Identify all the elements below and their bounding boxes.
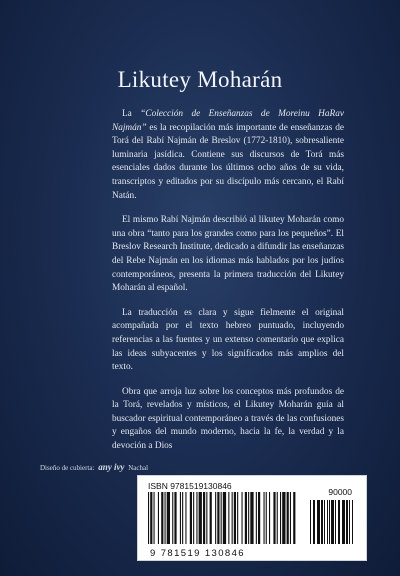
cover-design-credit bbox=[40, 462, 148, 472]
back-cover-description bbox=[112, 108, 344, 465]
credit-label: Diseño de cubierta: bbox=[40, 464, 95, 472]
paragraph-2: El mismo Rabí Najmán describió al likutey Moharán como una obra “tanto para los grandes como para los pequeños”. El Breslov Research Institute, dedicado a difundir las enseñanzas del Rebe Najmán en los idiomas más hablados por los judíos contemporáneos, presenta la primera traducción del Likutey Moharán al español. bbox=[112, 215, 344, 294]
price-code: 90000 bbox=[328, 487, 352, 497]
isbn-barcode-box bbox=[137, 475, 367, 561]
isbn-label: ISBN 9781519130846 bbox=[148, 481, 232, 491]
paragraph-1-text: es la recopilación más importante de enseñanzas de Torá del Rabí Najmán de Breslov (1772-1810), sobresaliente luminaria jasídica. Contiene sus discursos de Torá más esenciales dados durante los últimos ocho años de su vida, transcriptos y editados por su discípulo más cercano, el Rabí Natán. bbox=[112, 122, 344, 201]
designer-signature: any ivy bbox=[98, 462, 125, 472]
paragraph-1-prefix: La bbox=[122, 109, 141, 119]
designer-name: Nachal bbox=[128, 464, 149, 472]
book-title: Likutey Moharán bbox=[117, 67, 283, 92]
isbn-digits: 9 781519 130846 bbox=[150, 548, 245, 559]
barcode-bars bbox=[148, 492, 358, 548]
collection-title-italic: “Colección de Enseñanzas de Moreinu HaRav Najmán” bbox=[112, 109, 344, 133]
paragraph-3: La traducción es clara y sigue fielmente el original acompañada por el texto hebreo puntuado, incluyendo referencias a las fuentes y un extenso comentario que explica las ideas subyacentes y los significados más amplios del texto. bbox=[112, 307, 344, 373]
paragraph-4: Obra que arroja luz sobre los conceptos más profundos de la Torá, revelados y místicos, el Likutey Moharán guía al buscador espiritual contemporáneo a través de las confusiones y engaños del mundo moderno, hacia la fe, la verdad y la devoción a Dios bbox=[112, 386, 344, 452]
paragraph-1 bbox=[112, 108, 344, 203]
